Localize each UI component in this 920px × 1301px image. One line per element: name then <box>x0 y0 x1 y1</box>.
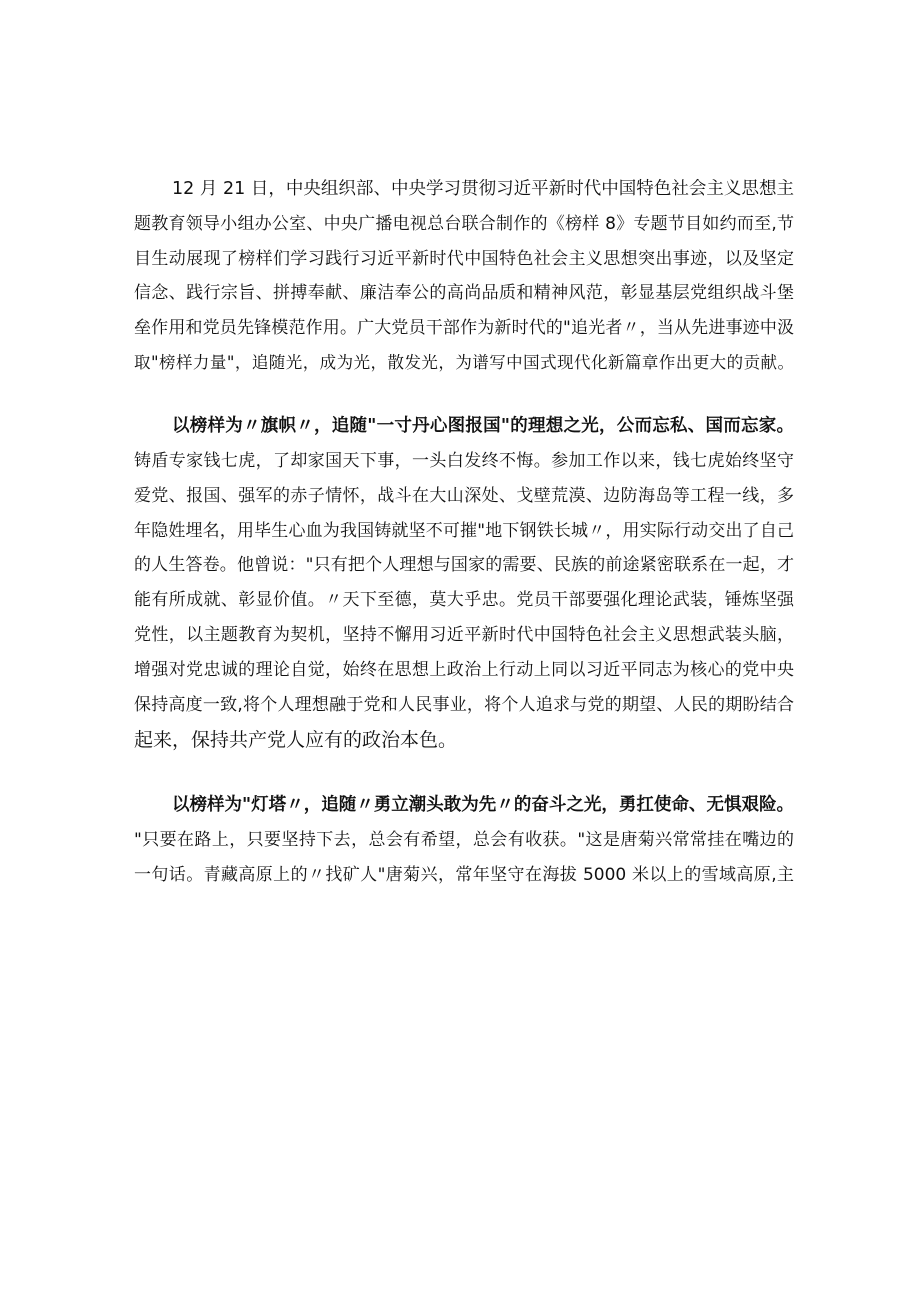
paragraph-1-line-3: 目生动展现了榜样们学习践行习近平新时代中国特色社会主义思想突出事迹，以及坚定 <box>134 249 794 269</box>
paragraph-1-line-1: 12 月 21 日，中央组织部、中央学习贯彻习近平新时代中国特色社会主义思想主 <box>172 179 794 199</box>
section-1-line-8: 增强对党忠诚的理论自觉，始终在思想上政治上行动上同以习近平同志为核心的党中央 <box>134 660 794 680</box>
section-1-line-3: 爱党、报国、强军的赤子情怀，战斗在大山深处、戈壁荒漠、边防海岛等工程一线，多 <box>134 486 794 506</box>
section-1-line-5: 的人生答卷。他曾说："只有把个人理想与国家的需要、民族的前途紧密联系在一起，才 <box>134 555 794 575</box>
section-1-line-4: 年隐姓埋名，用毕生心血为我国铸就坚不可摧"地下钢铁长城〃，用实际行动交出了自己 <box>134 521 794 541</box>
paragraph-1-line-6: 取"榜样力量"，追随光，成为光，散发光，为谱写中国式现代化新篇章作出更大的贡献。 <box>134 353 794 372</box>
section-1-line-7: 党性，以主题教育为契机，坚持不懈用习近平新时代中国特色社会主义思想武装头脑， <box>134 625 794 645</box>
section-1-line-10: 起来，保持共产党人应有的政治本色。 <box>134 729 458 751</box>
section-2-line-3: 一句话。青藏高原上的〃找矿人"唐菊兴，常年坚守在海拔 5000 米以上的雪域高原,主 <box>134 865 794 885</box>
section-1-line-9: 保持高度一致,将个人理想融于党和人民事业，将个人追求与党的期望、人民的期盼结合 <box>134 695 794 715</box>
section-1-line-2: 铸盾专家钱七虎，了却家国天下事，一头白发终不悔。参加工作以来，钱七虎始终坚守 <box>134 451 794 471</box>
section-2-line-2: "只要在路上，只要坚持下去，总会有希望，总会有收获。"这是唐菊兴常常挂在嘴边的 <box>134 830 794 850</box>
paragraph-1-line-2: 题教育领导小组办公室、中央广播电视总台联合制作的《榜样 8》专题节目如约而至,节 <box>134 214 794 234</box>
section-1-heading: 以榜样为〃旗帜〃，追随"一寸丹心图报国"的理想之光，公而忘私、国而忘家。 <box>172 416 794 436</box>
paragraph-1-line-4: 信念、践行宗旨、拼搏奉献、廉洁奉公的高尚品质和精神风范，彰显基层党组织战斗堡 <box>134 283 794 303</box>
section-2-heading: 以榜样为"灯塔〃，追随〃勇立潮头敢为先〃的奋斗之光，勇扛使命、无惧艰险。 <box>172 795 794 815</box>
paragraph-1-line-5: 垒作用和党员先锋模范作用。广大党员干部作为新时代的"追光者〃，当从先进事迹中汲 <box>134 318 794 338</box>
section-1-line-6: 能有所成就、彰显价值。〃天下至德，莫大乎忠。党员干部要强化理论武装，锤炼坚强 <box>134 590 794 610</box>
